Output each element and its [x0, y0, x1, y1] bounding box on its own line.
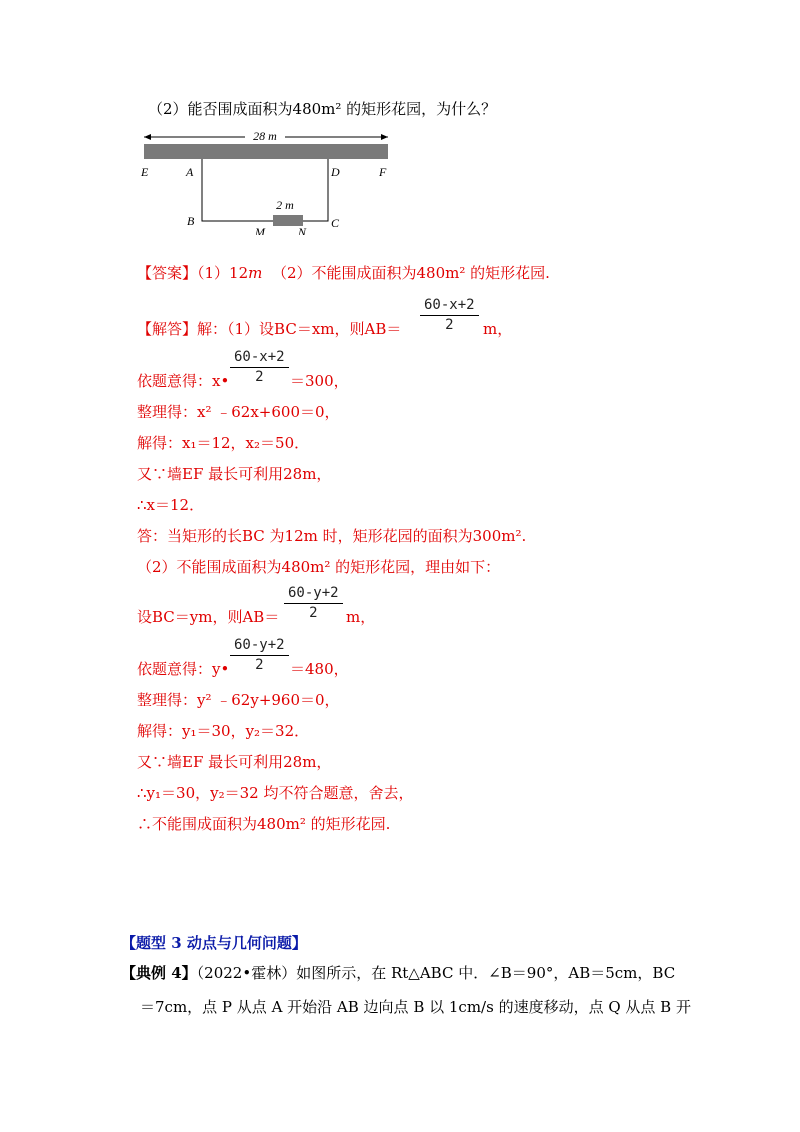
- answer-part1: （1）12: [197, 264, 249, 282]
- fraction-y-eq: [230, 637, 289, 673]
- solution-line-8: （2）不能围成面积为480m² 的矩形花园，理由如下：: [137, 558, 501, 576]
- fence-right: [301, 159, 328, 221]
- fraction-numerator: 60-y+2: [234, 637, 285, 653]
- fence-left: [202, 159, 275, 221]
- point-b-label: B: [187, 214, 195, 228]
- length-label: 28 m: [253, 129, 277, 143]
- answer-unit1: m: [248, 264, 263, 282]
- solution-line-5: 又∵墙EF 最长可利用28m，: [137, 465, 332, 483]
- solution-tag: 【解答】: [137, 320, 198, 338]
- solution-line-1: [137, 318, 401, 339]
- solution-line-3: 整理得：x² ﹣62x+600＝0，: [137, 403, 340, 421]
- fraction-denominator: 2: [309, 605, 318, 621]
- point-n-label: N: [298, 225, 307, 235]
- solution-line-6: ∴x＝12．: [137, 496, 205, 514]
- answer-part2: （2）不能围成面积为480m² 的矩形花园.: [271, 264, 550, 282]
- solution-line-4: 解得：x₁＝12，x₂＝50．: [137, 434, 310, 452]
- fraction-x-eq: [230, 349, 289, 385]
- example-tag: 【典例 4】: [121, 964, 197, 982]
- solution-l1-text: 解：（1）设BC＝xm，则AB＝: [197, 320, 402, 338]
- wall-ef: [144, 144, 388, 159]
- fraction-denominator: 2: [255, 657, 264, 673]
- solution-l1-unit: m，: [483, 320, 513, 338]
- answer-line: [137, 262, 550, 283]
- gate-label: 2 m: [276, 198, 294, 212]
- point-a-label: A: [186, 165, 194, 179]
- point-f-label: F: [379, 165, 387, 179]
- section-title: 【题型 3 动点与几何问题】: [121, 934, 307, 952]
- example-line-2: ＝7cm，点 P 从点 A 开始沿 AB 边向点 B 以 1cm/s 的速度移动，点 Q 从点 B 开: [140, 998, 691, 1016]
- solution-line-10a: 依题意得：y•: [137, 660, 230, 678]
- solution-line-11: 整理得：y² ﹣62y+960＝0，: [137, 691, 340, 709]
- solution-line-13: 又∵墙EF 最长可利用28m，: [137, 753, 332, 771]
- point-m-label: M: [255, 225, 265, 235]
- example-text-1: （2022•霍林）如图所示，在 Rt△ABC 中．∠B＝90°，AB＝5cm，BC: [196, 964, 676, 982]
- fraction-numerator: 60-x+2: [234, 349, 285, 365]
- fraction-numerator: 60-y+2: [288, 585, 339, 601]
- point-d-label: D: [331, 165, 340, 179]
- example-line-1: [121, 962, 675, 983]
- solution-line-9: 设BC＝ym，则AB＝: [137, 608, 280, 626]
- fraction-denominator: 2: [255, 369, 264, 385]
- arrow-left-icon: [144, 134, 151, 140]
- solution-line-10b: ＝480，: [290, 660, 349, 678]
- solution-line-7: 答：当矩形的长BC 为12m 时，矩形花园的面积为300m².: [137, 527, 527, 545]
- fraction-numerator: 60-x+2: [424, 297, 475, 313]
- point-c-label: C: [331, 216, 340, 230]
- answer-tag: 【答案】: [137, 264, 198, 282]
- fraction-x-ab: [420, 297, 479, 333]
- solution-line-2b: ＝300，: [290, 372, 349, 390]
- arrow-right-icon: [381, 134, 388, 140]
- fraction-denominator: 2: [445, 317, 454, 333]
- solution-line-14: ∴y₁＝30，y₂＝32 均不符合题意，舍去，: [137, 784, 414, 802]
- solution-line-2a: 依题意得：x•: [137, 372, 230, 390]
- solution-l9-unit: m，: [346, 608, 376, 626]
- solution-line-12: 解得：y₁＝30，y₂＝32．: [137, 722, 310, 740]
- point-e-label: E: [141, 165, 149, 179]
- fraction-y-ab: [284, 585, 343, 621]
- question-2-text: （2）能否围成面积为480m² 的矩形花园，为什么？: [148, 100, 497, 118]
- solution-line-15: ∴不能围成面积为480m² 的矩形花园.: [137, 815, 391, 833]
- garden-figure: [135, 125, 415, 235]
